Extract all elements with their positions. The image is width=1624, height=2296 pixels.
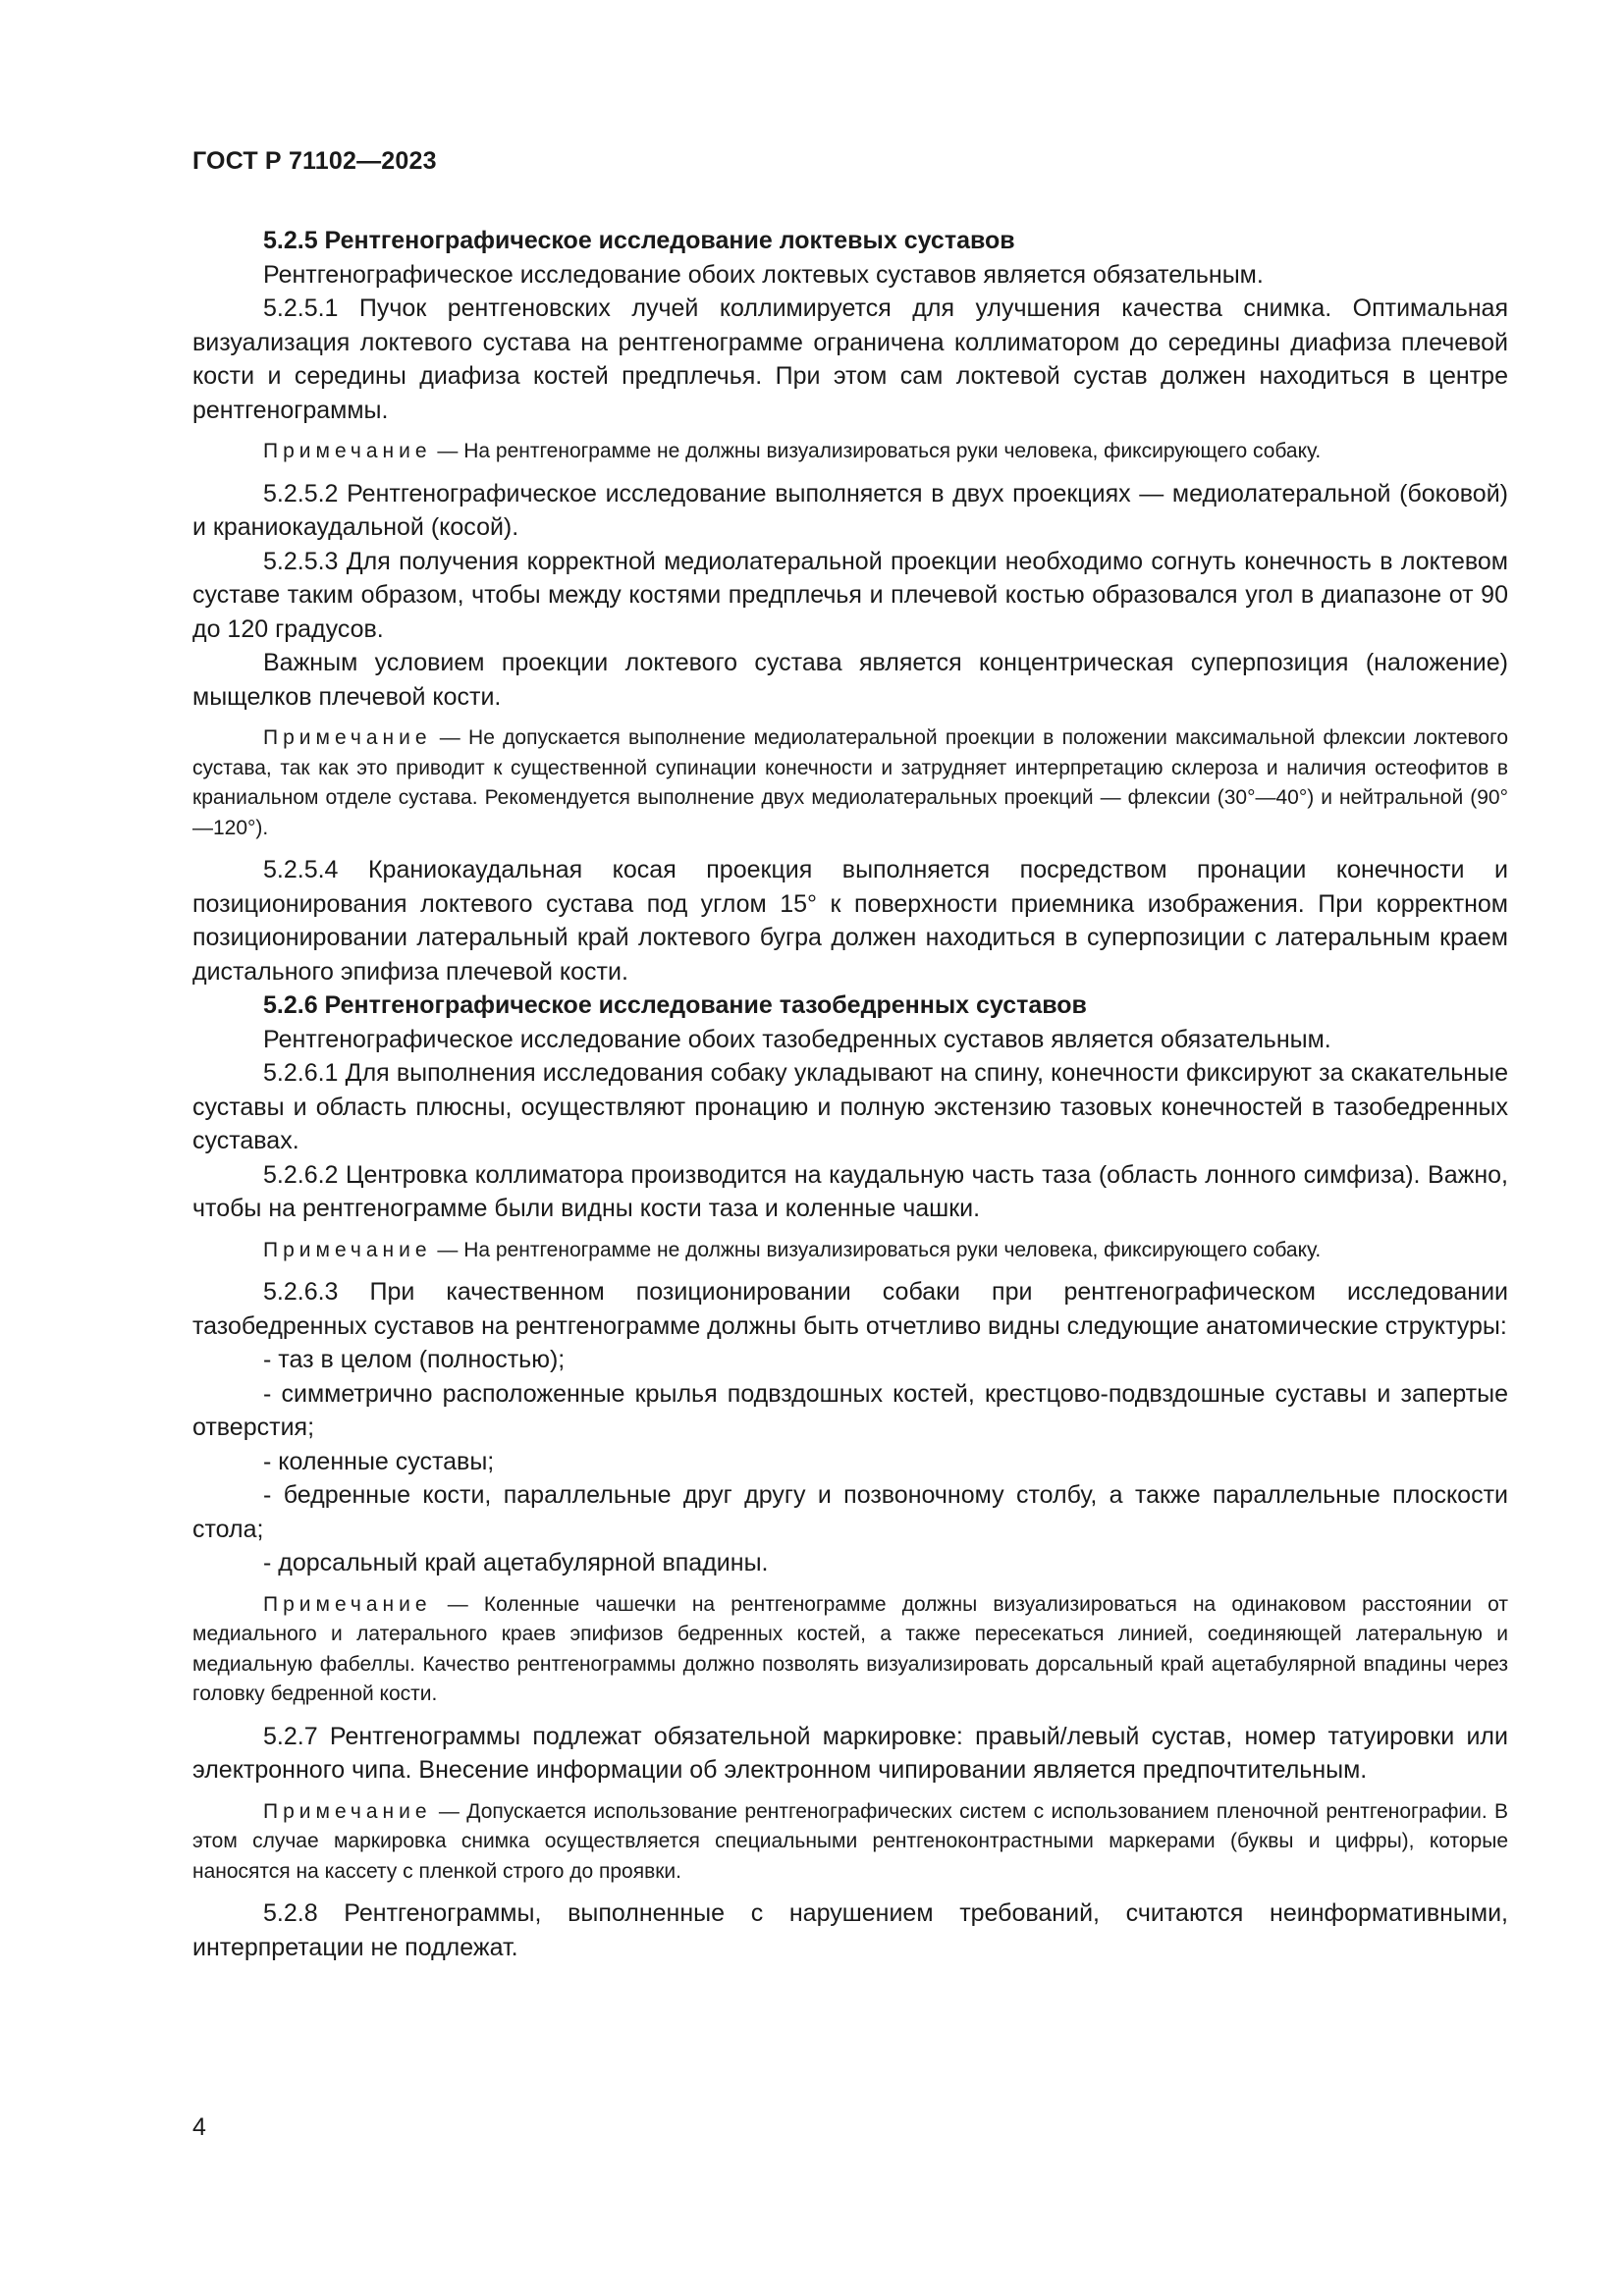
paragraph-5-2-7: 5.2.7 Рентгенограммы подлежат обязательной маркировке: правый/левый сустав, номер татуировки или электронного чипа. Внесение информации об электронном чипировании является предпочтительным.: [192, 1722, 1508, 1784]
section-title-5-2-6: 5.2.6 Рентгенографическое исследование тазобедренных суставов: [263, 991, 1087, 1019]
note-label: Примечание: [263, 1799, 432, 1823]
note-label: Примечание: [263, 726, 432, 749]
list-item: - дорсальный край ацетабулярной впадины.: [263, 1549, 769, 1576]
note-label: Примечание: [263, 440, 432, 462]
note-5: [192, 1797, 1508, 1888]
paragraph-5-2-5-1: 5.2.5.1 Пучок рентгеновских лучей коллимируется для улучшения качества снимка. Оптимальная визуализация локтевого сустава на рентгенограмме ограничена коллиматором до середины диафиза плечевой кости и середины диафиза костей предплечья. При этом сам локтевой сустав должен находиться в центре рентгенограммы.: [192, 294, 1508, 424]
paragraph-5-2-6-1: 5.2.6.1 Для выполнения исследования собаку укладывают на спину, конечности фиксируют за скакательные суставы и область плюсны, осуществляют пронацию и полную экстензию тазовых конечностей в тазобедренных суставах.: [192, 1059, 1508, 1154]
paragraph-5-2-6-3: 5.2.6.3 При качественном позиционировании собаки при рентгенографическом исследовании тазобедренных суставов на рентгенограмме должны быть отчетливо видны следующие анатомические структуры:: [192, 1278, 1508, 1340]
note-3: [192, 1236, 1508, 1266]
note-1: [192, 437, 1508, 467]
paragraph-5-2-6-2: 5.2.6.2 Центровка коллиматора производится на каудальную часть таза (область лонного симфиза). Важно, чтобы на рентгенограмме были видны кости таза и коленные чашки.: [192, 1160, 1508, 1222]
paragraph-5-2-5-intro: Рентгенографическое исследование обоих локтевых суставов является обязательным.: [263, 260, 1264, 289]
paragraph-5-2-5-2: 5.2.5.2 Рентгенографическое исследование выполняется в двух проекциях — медиолатеральной (боковой) и краниокаудальной (косой).: [192, 479, 1508, 541]
note-text: — Коленные чашечки на рентгенограмме должны визуализироваться на одинаковом расстоянии от медиального и латерального краев эпифизов бедренных костей, а также пересекаться линией, соединяющей латеральную и медиальную фабеллы. Качество рентгенограммы должно позволять визуализировать дорсальный край ацетабулярной впадины через головку бедренной кости.: [192, 1592, 1508, 1705]
list-item: - бедренные кости, параллельные друг другу и позвоночному столбу, а также параллельные плоскости стола;: [192, 1481, 1508, 1543]
paragraph-5-2-5-3: 5.2.5.3 Для получения корректной медиолатеральной проекции необходимо согнуть конечность в локтевом суставе таким образом, чтобы между костями предплечья и плечевой костью образовался угол в диапазоне от 90 до 120 градусов.: [192, 547, 1508, 643]
list-item: - симметрично расположенные крылья подвздошных костей, крестцово-подвздошные суставы и запертые отверстия;: [192, 1379, 1508, 1441]
note-2: [192, 723, 1508, 843]
paragraph-5-2-6-intro: Рентгенографическое исследование обоих тазобедренных суставов является обязательным.: [263, 1025, 1331, 1053]
document-code-header: ГОСТ Р 71102—2023: [192, 147, 437, 175]
page-number: 4: [192, 2113, 206, 2141]
note-text: — На рентгенограмме не должны визуализироваться руки человека, фиксирующего собаку.: [431, 1238, 1322, 1261]
note-text: — Допускается использование рентгенографических систем с использованием пленочной рентгенографии. В этом случае маркировка снимка осуществляется специальными рентгеноконтрастными маркерами (буквы и цифры), которые наносятся на кассету с пленкой строго до проявки.: [192, 1799, 1508, 1883]
note-4: [192, 1590, 1508, 1710]
note-text: — На рентгенограмме не должны визуализироваться руки человека, фиксирующего собаку.: [431, 440, 1322, 462]
note-label: Примечание: [263, 1592, 432, 1616]
section-title-5-2-5: 5.2.5 Рентгенографическое исследование локтевых суставов: [263, 227, 1015, 254]
paragraph-5-2-5-3-condition: Важным условием проекции локтевого сустава является концентрическая суперпозиция (наложение) мыщелков плечевой кости.: [192, 649, 1508, 711]
paragraph-5-2-8: 5.2.8 Рентгенограммы, выполненные с нарушением требований, считаются неинформативными, интерпретации не подлежат.: [192, 1899, 1508, 1961]
document-body: [192, 224, 1508, 1964]
note-text: — Не допускается выполнение медиолатеральной проекции в положении максимальной флексии локтевого сустава, так как это приводит к существенной супинации конечности и затрудняет интерпретацию склероза и наличия остеофитов в краниальном отделе сустава. Рекомендуется выполнение двух медиолатеральных проекций — флексии (30°—40°) и нейтральной (90°—120°).: [192, 726, 1508, 839]
list-item: - коленные суставы;: [263, 1447, 495, 1475]
list-item: - таз в целом (полностью);: [263, 1346, 566, 1373]
paragraph-5-2-5-4: 5.2.5.4 Краниокаудальная косая проекция выполняется посредством пронации конечности и позиционирования локтевого сустава под углом 15° к поверхности приемника изображения. При корректном позиционировании латеральный край локтевого бугра должен находиться в суперпозиции с латеральным краем дистального эпифиза плечевой кости.: [192, 856, 1508, 986]
note-label: Примечание: [263, 1238, 432, 1261]
